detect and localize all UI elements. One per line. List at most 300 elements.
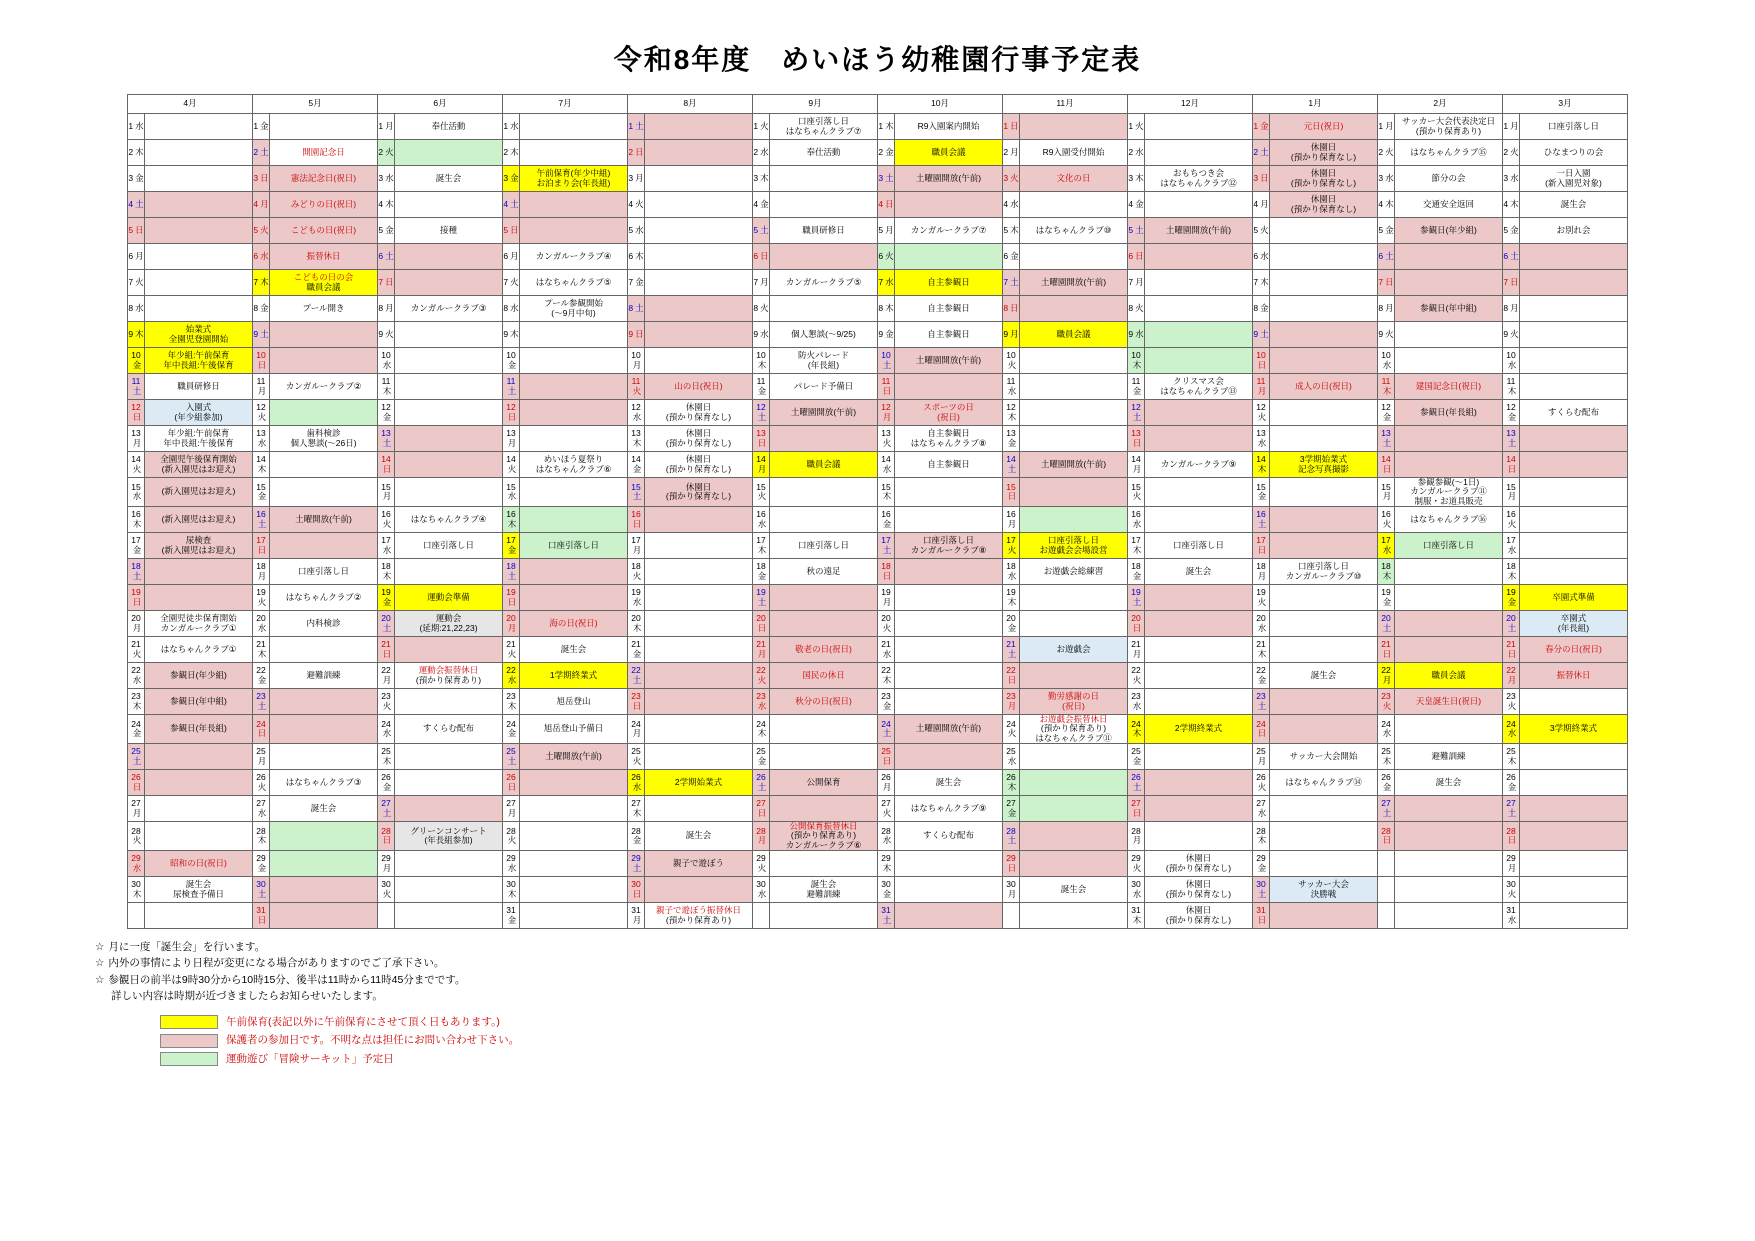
event-cell[interactable] [895,796,1003,822]
event-cell[interactable] [520,744,628,770]
event-cell[interactable] [520,192,628,218]
event-cell[interactable] [395,851,503,877]
event-cell[interactable] [770,478,878,507]
event-cell[interactable] [1145,426,1253,452]
event-cell[interactable] [395,192,503,218]
event-cell[interactable] [895,585,1003,611]
event-cell[interactable] [270,903,378,929]
event-cell[interactable] [645,663,753,689]
event-cell[interactable] [1395,585,1503,611]
event-cell[interactable] [1020,374,1128,400]
event-cell[interactable] [1395,140,1503,166]
event-cell[interactable] [1270,400,1378,426]
event-cell[interactable] [1395,244,1503,270]
event-cell[interactable] [645,270,753,296]
event-cell[interactable] [770,715,878,744]
event-cell[interactable] [1520,715,1628,744]
event-cell[interactable] [520,663,628,689]
event-cell[interactable] [645,637,753,663]
event-cell[interactable] [645,296,753,322]
event-cell[interactable] [895,533,1003,559]
event-cell[interactable] [770,452,878,478]
event-cell[interactable] [395,270,503,296]
event-cell[interactable] [1520,478,1628,507]
event-cell[interactable] [1020,218,1128,244]
event-cell[interactable] [145,218,253,244]
event-cell[interactable] [1145,507,1253,533]
event-cell[interactable] [1020,348,1128,374]
event-cell[interactable] [770,689,878,715]
event-cell[interactable] [520,851,628,877]
event-cell[interactable] [395,296,503,322]
event-cell[interactable] [645,903,753,929]
event-cell[interactable] [1145,585,1253,611]
event-cell[interactable] [270,744,378,770]
event-cell[interactable] [645,533,753,559]
event-cell[interactable] [645,822,753,851]
event-cell[interactable] [1395,114,1503,140]
event-cell[interactable] [1395,663,1503,689]
event-cell[interactable] [270,663,378,689]
event-cell[interactable] [520,822,628,851]
event-cell[interactable] [895,140,1003,166]
event-cell[interactable] [520,374,628,400]
event-cell[interactable] [1020,426,1128,452]
event-cell[interactable] [520,426,628,452]
event-cell[interactable] [1395,374,1503,400]
event-cell[interactable] [145,822,253,851]
event-cell[interactable] [645,114,753,140]
event-cell[interactable] [895,744,1003,770]
event-cell[interactable] [1145,796,1253,822]
event-cell[interactable] [1145,374,1253,400]
event-cell[interactable] [145,663,253,689]
event-cell[interactable] [895,452,1003,478]
event-cell[interactable] [520,877,628,903]
event-cell[interactable] [395,478,503,507]
event-cell[interactable] [520,507,628,533]
event-cell[interactable] [1020,296,1128,322]
event-cell[interactable] [1270,851,1378,877]
event-cell[interactable] [270,851,378,877]
event-cell[interactable] [1145,770,1253,796]
event-cell[interactable] [395,426,503,452]
event-cell[interactable] [1520,218,1628,244]
event-cell[interactable] [1395,426,1503,452]
event-cell[interactable] [145,744,253,770]
event-cell[interactable] [270,218,378,244]
event-cell[interactable] [1520,452,1628,478]
event-cell[interactable] [645,322,753,348]
event-cell[interactable] [1020,770,1128,796]
event-cell[interactable] [270,452,378,478]
event-cell[interactable] [895,400,1003,426]
event-cell[interactable] [1520,192,1628,218]
event-cell[interactable] [1145,270,1253,296]
event-cell[interactable] [1270,744,1378,770]
event-cell[interactable] [520,270,628,296]
event-cell[interactable] [1520,270,1628,296]
event-cell[interactable] [145,585,253,611]
event-cell[interactable] [145,533,253,559]
event-cell[interactable] [395,348,503,374]
event-cell[interactable] [1020,744,1128,770]
event-cell[interactable] [770,877,878,903]
event-cell[interactable] [1020,114,1128,140]
event-cell[interactable] [770,637,878,663]
event-cell[interactable] [1145,689,1253,715]
event-cell[interactable] [1520,822,1628,851]
event-cell[interactable] [145,374,253,400]
event-cell[interactable] [395,507,503,533]
event-cell[interactable] [770,374,878,400]
event-cell[interactable] [895,218,1003,244]
event-cell[interactable] [895,478,1003,507]
event-cell[interactable] [145,689,253,715]
event-cell[interactable] [145,877,253,903]
event-cell[interactable] [395,452,503,478]
event-cell[interactable] [395,533,503,559]
event-cell[interactable] [395,822,503,851]
event-cell[interactable] [1520,796,1628,822]
event-cell[interactable] [770,533,878,559]
event-cell[interactable] [895,770,1003,796]
event-cell[interactable] [270,478,378,507]
event-cell[interactable] [1145,348,1253,374]
event-cell[interactable] [270,611,378,637]
event-cell[interactable] [520,533,628,559]
event-cell[interactable] [1270,270,1378,296]
event-cell[interactable] [1270,507,1378,533]
event-cell[interactable] [1145,192,1253,218]
event-cell[interactable] [145,796,253,822]
event-cell[interactable] [1020,322,1128,348]
event-cell[interactable] [770,770,878,796]
event-cell[interactable] [645,244,753,270]
event-cell[interactable] [145,478,253,507]
event-cell[interactable] [520,114,628,140]
event-cell[interactable] [1145,478,1253,507]
event-cell[interactable] [770,663,878,689]
event-cell[interactable] [145,114,253,140]
event-cell[interactable] [1520,426,1628,452]
event-cell[interactable] [645,877,753,903]
event-cell[interactable] [1520,877,1628,903]
event-cell[interactable] [1520,322,1628,348]
event-cell[interactable] [145,507,253,533]
event-cell[interactable] [270,715,378,744]
event-cell[interactable] [395,140,503,166]
event-cell[interactable] [1395,270,1503,296]
event-cell[interactable] [1145,400,1253,426]
event-cell[interactable] [520,322,628,348]
event-cell[interactable] [1395,611,1503,637]
event-cell[interactable] [645,796,753,822]
event-cell[interactable] [770,322,878,348]
event-cell[interactable] [1270,114,1378,140]
event-cell[interactable] [1145,611,1253,637]
event-cell[interactable] [895,244,1003,270]
event-cell[interactable] [1020,140,1128,166]
event-cell[interactable] [1020,851,1128,877]
event-cell[interactable] [645,559,753,585]
event-cell[interactable] [520,559,628,585]
event-cell[interactable] [520,770,628,796]
event-cell[interactable] [395,796,503,822]
event-cell[interactable] [520,715,628,744]
event-cell[interactable] [1020,507,1128,533]
event-cell[interactable] [270,166,378,192]
event-cell[interactable] [645,770,753,796]
event-cell[interactable] [645,192,753,218]
event-cell[interactable] [895,903,1003,929]
event-cell[interactable] [395,663,503,689]
event-cell[interactable] [395,374,503,400]
event-cell[interactable] [395,322,503,348]
event-cell[interactable] [645,218,753,244]
event-cell[interactable] [1270,192,1378,218]
event-cell[interactable] [1020,452,1128,478]
event-cell[interactable] [645,689,753,715]
event-cell[interactable] [895,166,1003,192]
event-cell[interactable] [1520,348,1628,374]
event-cell[interactable] [145,192,253,218]
event-cell[interactable] [645,166,753,192]
event-cell[interactable] [770,744,878,770]
event-cell[interactable] [1520,114,1628,140]
event-cell[interactable] [1270,533,1378,559]
event-cell[interactable] [895,877,1003,903]
event-cell[interactable] [1020,637,1128,663]
event-cell[interactable] [645,851,753,877]
event-cell[interactable] [1020,796,1128,822]
event-cell[interactable] [1145,244,1253,270]
event-cell[interactable] [520,689,628,715]
event-cell[interactable] [1145,637,1253,663]
event-cell[interactable] [1145,903,1253,929]
event-cell[interactable] [1020,400,1128,426]
event-cell[interactable] [1270,348,1378,374]
event-cell[interactable] [1520,559,1628,585]
event-cell[interactable] [770,400,878,426]
event-cell[interactable] [395,218,503,244]
event-cell[interactable] [1270,218,1378,244]
event-cell[interactable] [1270,374,1378,400]
event-cell[interactable] [1145,877,1253,903]
event-cell[interactable] [1520,903,1628,929]
event-cell[interactable] [145,244,253,270]
event-cell[interactable] [395,744,503,770]
event-cell[interactable] [270,270,378,296]
event-cell[interactable] [1020,903,1128,929]
event-cell[interactable] [145,348,253,374]
event-cell[interactable] [1520,166,1628,192]
event-cell[interactable] [1395,348,1503,374]
event-cell[interactable] [395,611,503,637]
event-cell[interactable] [1520,140,1628,166]
event-cell[interactable] [145,903,253,929]
event-cell[interactable] [1020,533,1128,559]
event-cell[interactable] [1020,611,1128,637]
event-cell[interactable] [395,903,503,929]
event-cell[interactable] [645,426,753,452]
event-cell[interactable] [1395,744,1503,770]
event-cell[interactable] [270,533,378,559]
event-cell[interactable] [395,244,503,270]
event-cell[interactable] [270,192,378,218]
event-cell[interactable] [1395,452,1503,478]
event-cell[interactable] [145,322,253,348]
event-cell[interactable] [645,507,753,533]
event-cell[interactable] [770,559,878,585]
event-cell[interactable] [1270,585,1378,611]
event-cell[interactable] [1145,218,1253,244]
event-cell[interactable] [770,585,878,611]
event-cell[interactable] [645,374,753,400]
event-cell[interactable] [1020,478,1128,507]
event-cell[interactable] [145,559,253,585]
event-cell[interactable] [270,770,378,796]
event-cell[interactable] [770,348,878,374]
event-cell[interactable] [1270,903,1378,929]
event-cell[interactable] [1395,296,1503,322]
event-cell[interactable] [1520,637,1628,663]
event-cell[interactable] [1520,533,1628,559]
event-cell[interactable] [1520,663,1628,689]
event-cell[interactable] [270,689,378,715]
event-cell[interactable] [520,796,628,822]
event-cell[interactable] [520,611,628,637]
event-cell[interactable] [770,903,878,929]
event-cell[interactable] [145,452,253,478]
event-cell[interactable] [520,244,628,270]
event-cell[interactable] [895,114,1003,140]
event-cell[interactable] [1395,559,1503,585]
event-cell[interactable] [1145,715,1253,744]
event-cell[interactable] [1270,637,1378,663]
event-cell[interactable] [1270,689,1378,715]
event-cell[interactable] [520,478,628,507]
event-cell[interactable] [1395,851,1503,877]
event-cell[interactable] [770,244,878,270]
event-cell[interactable] [770,218,878,244]
event-cell[interactable] [145,296,253,322]
event-cell[interactable] [1520,744,1628,770]
event-cell[interactable] [270,244,378,270]
event-cell[interactable] [145,611,253,637]
event-cell[interactable] [645,715,753,744]
event-cell[interactable] [645,452,753,478]
event-cell[interactable] [895,637,1003,663]
event-cell[interactable] [1270,663,1378,689]
event-cell[interactable] [1395,400,1503,426]
event-cell[interactable] [895,426,1003,452]
event-cell[interactable] [520,400,628,426]
event-cell[interactable] [1020,166,1128,192]
event-cell[interactable] [645,585,753,611]
event-cell[interactable] [270,796,378,822]
event-cell[interactable] [1520,689,1628,715]
event-cell[interactable] [895,822,1003,851]
event-cell[interactable] [770,166,878,192]
event-cell[interactable] [1395,877,1503,903]
event-cell[interactable] [1145,559,1253,585]
event-cell[interactable] [645,400,753,426]
event-cell[interactable] [395,770,503,796]
event-cell[interactable] [270,322,378,348]
event-cell[interactable] [770,796,878,822]
event-cell[interactable] [1270,452,1378,478]
event-cell[interactable] [895,296,1003,322]
event-cell[interactable] [1395,166,1503,192]
event-cell[interactable] [895,715,1003,744]
event-cell[interactable] [270,637,378,663]
event-cell[interactable] [645,611,753,637]
event-cell[interactable] [1145,296,1253,322]
event-cell[interactable] [270,296,378,322]
event-cell[interactable] [395,585,503,611]
event-cell[interactable] [520,903,628,929]
event-cell[interactable] [1020,822,1128,851]
event-cell[interactable] [520,637,628,663]
event-cell[interactable] [895,270,1003,296]
event-cell[interactable] [520,585,628,611]
event-cell[interactable] [395,689,503,715]
event-cell[interactable] [520,348,628,374]
event-cell[interactable] [895,689,1003,715]
event-cell[interactable] [770,851,878,877]
event-cell[interactable] [145,140,253,166]
event-cell[interactable] [895,507,1003,533]
event-cell[interactable] [1145,322,1253,348]
event-cell[interactable] [645,140,753,166]
event-cell[interactable] [645,744,753,770]
event-cell[interactable] [1020,270,1128,296]
event-cell[interactable] [1270,611,1378,637]
event-cell[interactable] [770,114,878,140]
event-cell[interactable] [395,877,503,903]
event-cell[interactable] [1020,715,1128,744]
event-cell[interactable] [145,426,253,452]
event-cell[interactable] [270,140,378,166]
event-cell[interactable] [1395,322,1503,348]
event-cell[interactable] [895,559,1003,585]
event-cell[interactable] [395,166,503,192]
event-cell[interactable] [770,426,878,452]
event-cell[interactable] [1395,192,1503,218]
event-cell[interactable] [895,611,1003,637]
event-cell[interactable] [770,507,878,533]
event-cell[interactable] [1145,744,1253,770]
event-cell[interactable] [770,822,878,851]
event-cell[interactable] [1270,559,1378,585]
event-cell[interactable] [770,296,878,322]
event-cell[interactable] [1395,478,1503,507]
event-cell[interactable] [1395,796,1503,822]
event-cell[interactable] [1395,507,1503,533]
event-cell[interactable] [895,851,1003,877]
event-cell[interactable] [1020,663,1128,689]
event-cell[interactable] [520,296,628,322]
event-cell[interactable] [1145,140,1253,166]
event-cell[interactable] [1145,114,1253,140]
event-cell[interactable] [1020,559,1128,585]
event-cell[interactable] [1270,822,1378,851]
event-cell[interactable] [1020,244,1128,270]
event-cell[interactable] [1020,689,1128,715]
event-cell[interactable] [1270,322,1378,348]
event-cell[interactable] [1520,374,1628,400]
